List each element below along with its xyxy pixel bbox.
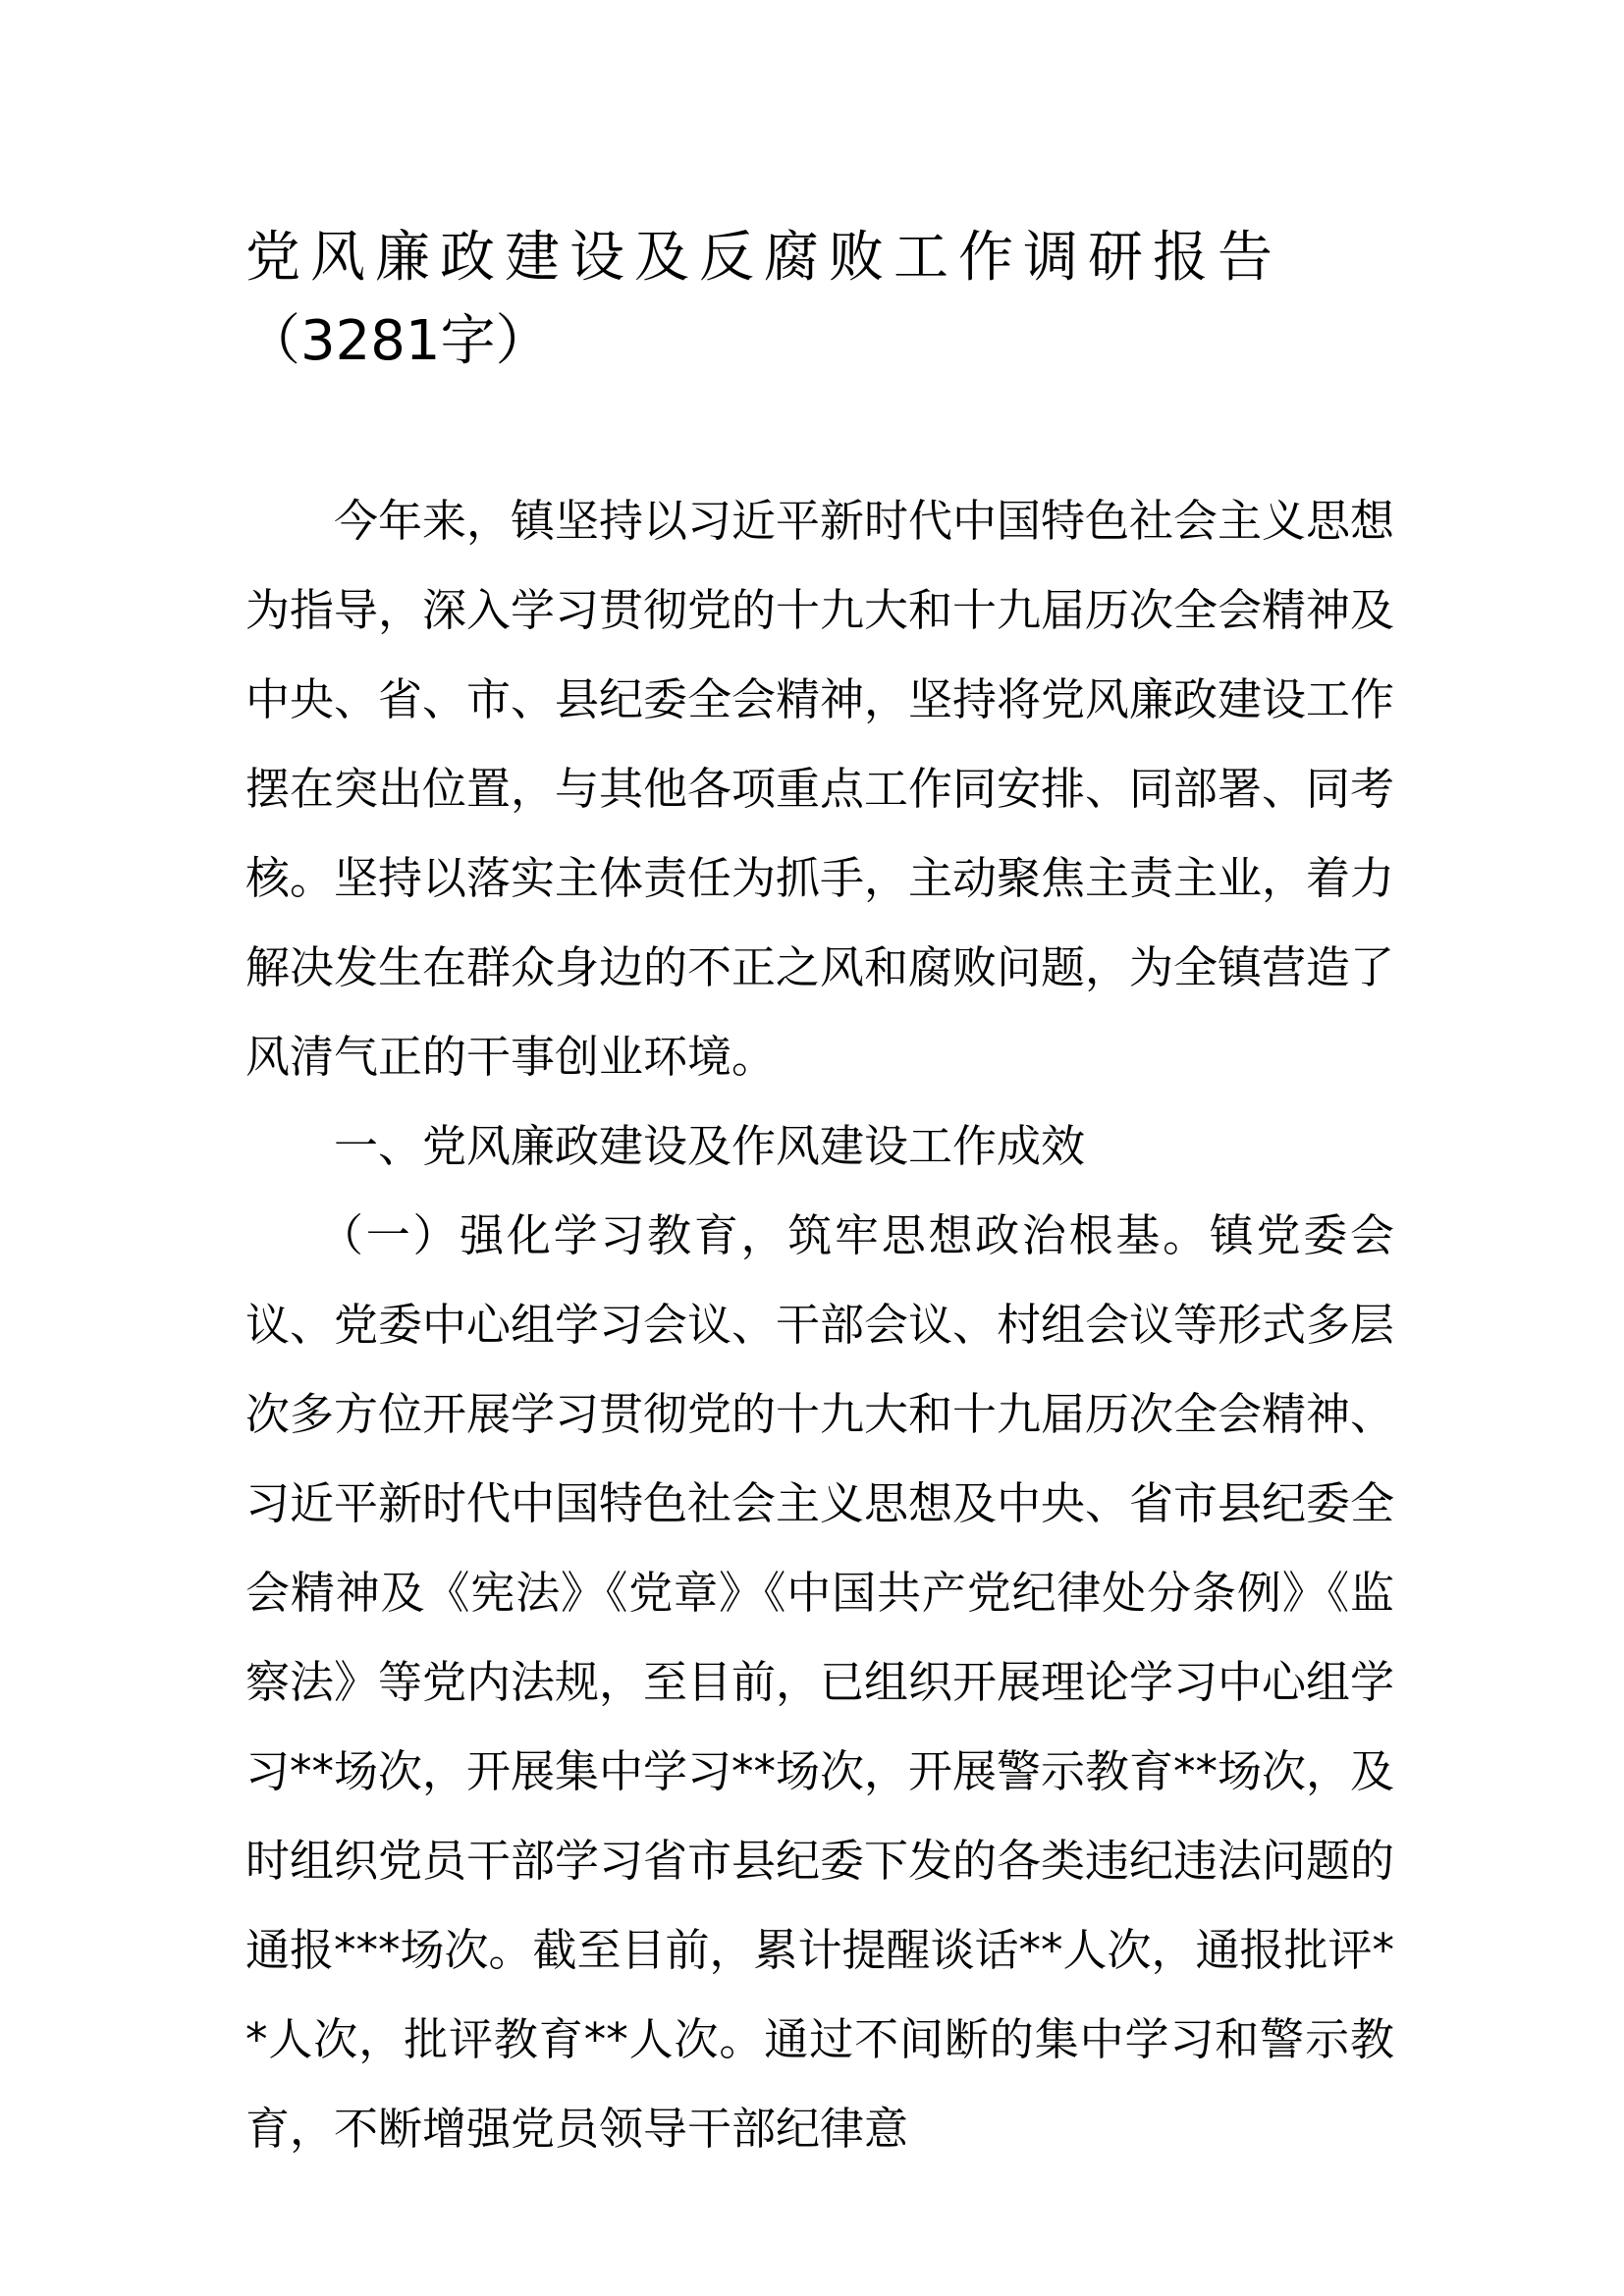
intro-paragraph: 今年来，镇坚持以习近平新时代中国特色社会主义思想为指导，深入学习贯彻党的十九大和十九届历次全会精神及中央、省、市、县纪委全会精神，坚持将党风廉政建设工作摆在突出位置，与其他各项重点工作同安排、同部署、同考核。坚持以落实主体责任为抓手，主动聚焦主责主业，着力解决发生在群众身边的不正之风和腐败问题，为全镇营造了风清气正的干事创业环境。 — [245, 495, 1395, 1083]
subsection-paragraph: （一）强化学习教育，筑牢思想政治根基。镇党委会议、党委中心组学习会议、干部会议、村组会议等形式多层次多方位开展学习贯彻党的十九大和十九届历次全会精神、习近平新时代中国特色社会主义思想及中央、省市县纪委全会精神及《宪法》《党章》《中国共产党纪律处分条例》《监察法》等党内法规，至目前，已组织开展理论学习中心组学习**场次，开展集中学习**场次，开展警示教育**场次，及时组织党员干部学习省市县纪委下发的各类违纪违法问题的通报***场次。截至目前，累计提醒谈话**人次，通报批评**人次，批评教育**人次。通过不间断的集中学习和警示教育，不断增强党员领导干部纪律意 — [245, 1209, 1395, 2155]
title-word-count: （3281字） — [245, 309, 551, 373]
title-main: 党风廉政建设及反腐败工作调研报告 — [245, 226, 1282, 290]
section-heading: 一、党风廉政建设及作风建设工作成效 — [334, 1120, 1086, 1172]
document-title — [245, 216, 1394, 383]
document-body — [245, 476, 1394, 2173]
